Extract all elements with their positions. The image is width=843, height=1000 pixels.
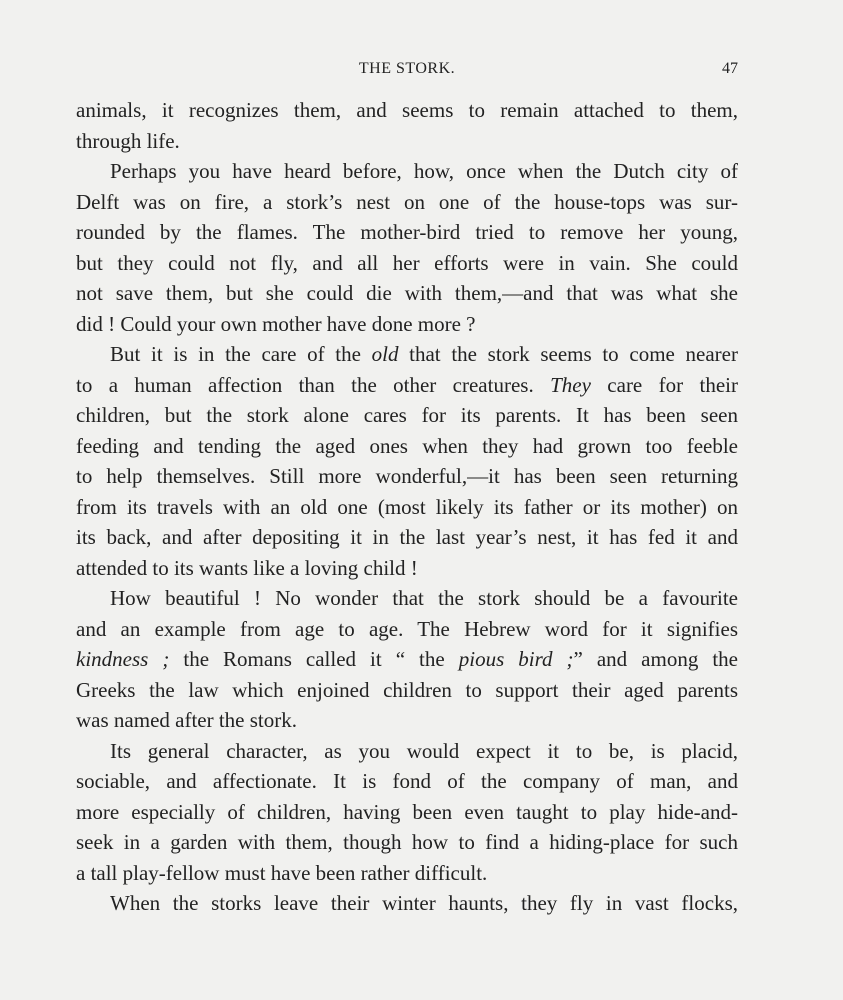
text-line: sociable, and affectionate. It is fond of the company of man, and: [76, 769, 738, 793]
paragraph: [76, 583, 738, 736]
text-line: attended to its wants like a loving child !: [76, 555, 418, 580]
text-line: did ! Could your own mother have done more ?: [76, 311, 476, 336]
paragraph: [76, 339, 738, 583]
text-line: to a human affection than the other creatures. They care for their: [76, 372, 738, 397]
running-header: [76, 60, 738, 84]
text-line: But it is in the care of the old that the stork seems to come nearer: [110, 342, 738, 366]
text-line: When the storks leave their winter haunts, they fly in vast flocks,: [110, 891, 738, 915]
text-line: children, but the stork alone cares for its parents. It has been seen: [76, 403, 738, 427]
text-line: Its general character, as you would expect it to be, is placid,: [110, 738, 738, 763]
text-line: to help themselves. Still more wonderful,—it has been seen returning: [76, 464, 738, 488]
text-line: a tall play-fellow must have been rather difficult.: [76, 860, 488, 885]
text-line: rounded by the flames. The mother-bird tried to remove her young,: [76, 220, 738, 244]
text-line: and an example from age to age. The Hebrew word for it signifies: [76, 616, 738, 641]
text-line: Greeks the law which enjoined children to support their aged parents: [76, 677, 738, 702]
paragraph: [76, 888, 738, 919]
page-number: 47: [722, 60, 738, 77]
text-line: feeding and tending the aged ones when they had grown too feeble: [76, 433, 738, 458]
text-line: seek in a garden with them, though how to find a hiding-place for such: [76, 830, 738, 854]
text-line: kindness ; the Romans called it “ the pious bird ;” and among the: [76, 647, 738, 671]
text-line: How beautiful ! No wonder that the stork should be a favourite: [110, 586, 738, 610]
text-line: Perhaps you have heard before, how, once when the Dutch city of: [110, 159, 738, 183]
text-line: more especially of children, having been even taught to play hide-and-: [76, 799, 738, 824]
text-line: not save them, but she could die with them,—and that was what she: [76, 281, 738, 305]
paragraph: [76, 156, 738, 339]
text-line: its back, and after depositing it in the last year’s nest, it has fed it and: [76, 525, 738, 549]
body-text: [76, 95, 738, 919]
text-line: from its travels with an old one (most likely its father or its mother) on: [76, 494, 738, 519]
paragraph: [76, 736, 738, 889]
running-title: THE STORK.: [358, 60, 456, 77]
text-line: animals, it recognizes them, and seems to remain attached to them,: [76, 98, 738, 122]
text-line: but they could not fly, and all her efforts were in vain. She could: [76, 250, 738, 275]
text-line: was named after the stork.: [76, 708, 298, 732]
text-line: through life.: [76, 128, 180, 153]
text-line: Delft was on fire, a stork’s nest on one of the house-tops was sur-: [76, 189, 738, 214]
paragraph: [76, 95, 738, 156]
